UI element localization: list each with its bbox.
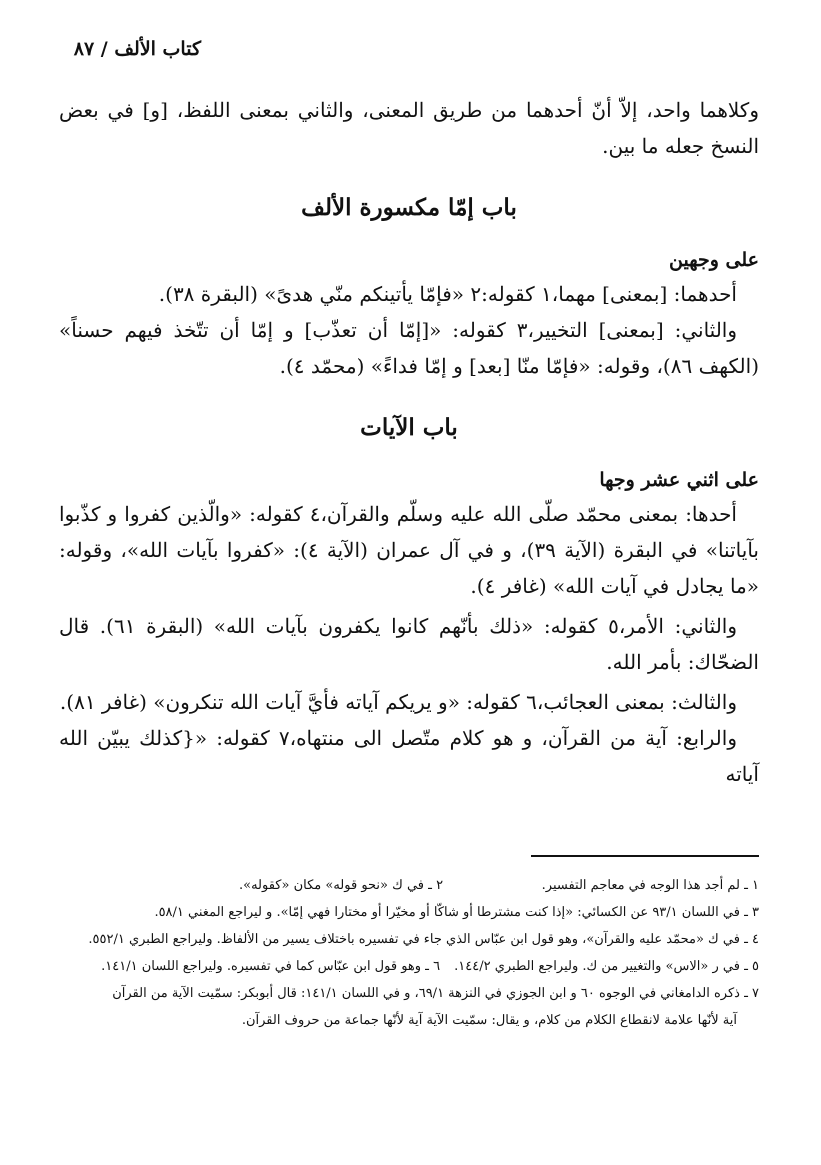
paragraph-imma-2: والثاني: [بمعنى] التخيير،٣ كقوله: «[إمّا أن تعذّب] و إمّا أن تتّخذ فيهم حسناً» (الكهف ٨٦)، وقوله: «فإمّا منّا [بعد] و إمّا فداءً» (محمّد ٤). — [59, 318, 759, 378]
footnote-7: ٧ ـ ذكره الدامغاني في الوجوه ٦٠ و ابن الجوزي في النزهة ٦٩/١، و في اللسان ١٤١/١: قال أبوبكر: سمّيت الآية من القرآن — [112, 986, 759, 1001]
footnote-4: ٤ ـ في ك «محمّد عليه والقرآن»، وهو قول ابن عبّاس الذي جاء في تفسيره باختلاف يسير من الألفاظ. وليراجع الطبري ٥٥٢/١. — [88, 932, 759, 947]
footnotes — [59, 872, 759, 1034]
paragraph-ayat-2: والثاني: الأمر،٥ كقوله: «ذلك بأنّهم كانوا يكفرون بآيات الله» (البقرة ٦١). قال الضحّاك: بأمر الله. — [59, 614, 759, 674]
footnote-6: ٦ ـ وهو قول ابن عبّاس كما في تفسيره. وليراجع اللسان ١٤١/١. — [101, 959, 441, 974]
section-heading-ayat: باب الآيات — [360, 414, 458, 441]
main-text — [59, 92, 759, 792]
section-subheading-imma: على وجهين — [669, 249, 759, 271]
footnote-5: ٥ ـ في ر «الاس» والتغيير من ك. وليراجع الطبري ١٤٤/٢. — [454, 959, 759, 974]
footnote-2: ٢ ـ في ك «نحو قوله» مكان «كقوله». — [239, 878, 444, 893]
running-header: كتاب الألف / ٨٧ — [73, 38, 201, 60]
paragraph-ayat-3: والثالث: بمعنى العجائب،٦ كقوله: «و يريكم آياته فأيَّ آيات الله تنكرون» (غافر ٨١). — [59, 690, 737, 714]
paragraph-ayat-4: والرابع: آية من القرآن، و هو كلام متّصل الى منتهاه،٧ كقوله: «{كذلك يبيّن الله آياته — [59, 726, 759, 786]
intro-paragraph: وكلاهما واحد، إلاّ أنّ أحدهما من طريق المعنى، والثاني بمعنى اللفظ، [و] في بعض النسخ جعله ما بين. — [59, 98, 759, 158]
footnote-7-continued: آية لأنّها علامة لانقطاع الكلام من كلام، و يقال: سمّيت الآية آية لأنّها جماعة من حروف القرآن. — [241, 1013, 737, 1028]
footnote-row-1-2 — [59, 872, 759, 899]
footnote-3: ٣ ـ في اللسان ٩٣/١ عن الكسائي: «إذا كنت مشترطا أو شاكّا أو مخيّرا أو مختارا فهي إمّا». و ليراجع المغني ٥٨/١. — [154, 905, 759, 920]
section-subheading-ayat: على اثني عشر وجها — [599, 469, 759, 491]
paragraph-ayat-1: أحدها: بمعنى محمّد صلّى الله عليه وسلّم والقرآن،٤ كقوله: «والّذين كفروا و كذّبوا بآياتنا» في البقرة (الآية ٣٩)، و في آل عمران (الآية ٤): «كفروا بآيات الله»، وقوله: «ما يجادل في آيات الله» (غافر ٤). — [59, 502, 759, 598]
footnote-1: ١ ـ لم أجد هذا الوجه في معاجم التفسير. — [541, 878, 759, 893]
section-heading-imma: باب إمّا مكسورة الألف — [301, 194, 517, 221]
footnote-divider — [531, 855, 759, 857]
footnote-row-5-6 — [59, 953, 759, 980]
paragraph-imma-1: أحدهما: [بمعنى] مهما،١ كقوله:٢ «فإمّا يأتينكم منّي هدىً» (البقرة ٣٨). — [158, 282, 737, 306]
